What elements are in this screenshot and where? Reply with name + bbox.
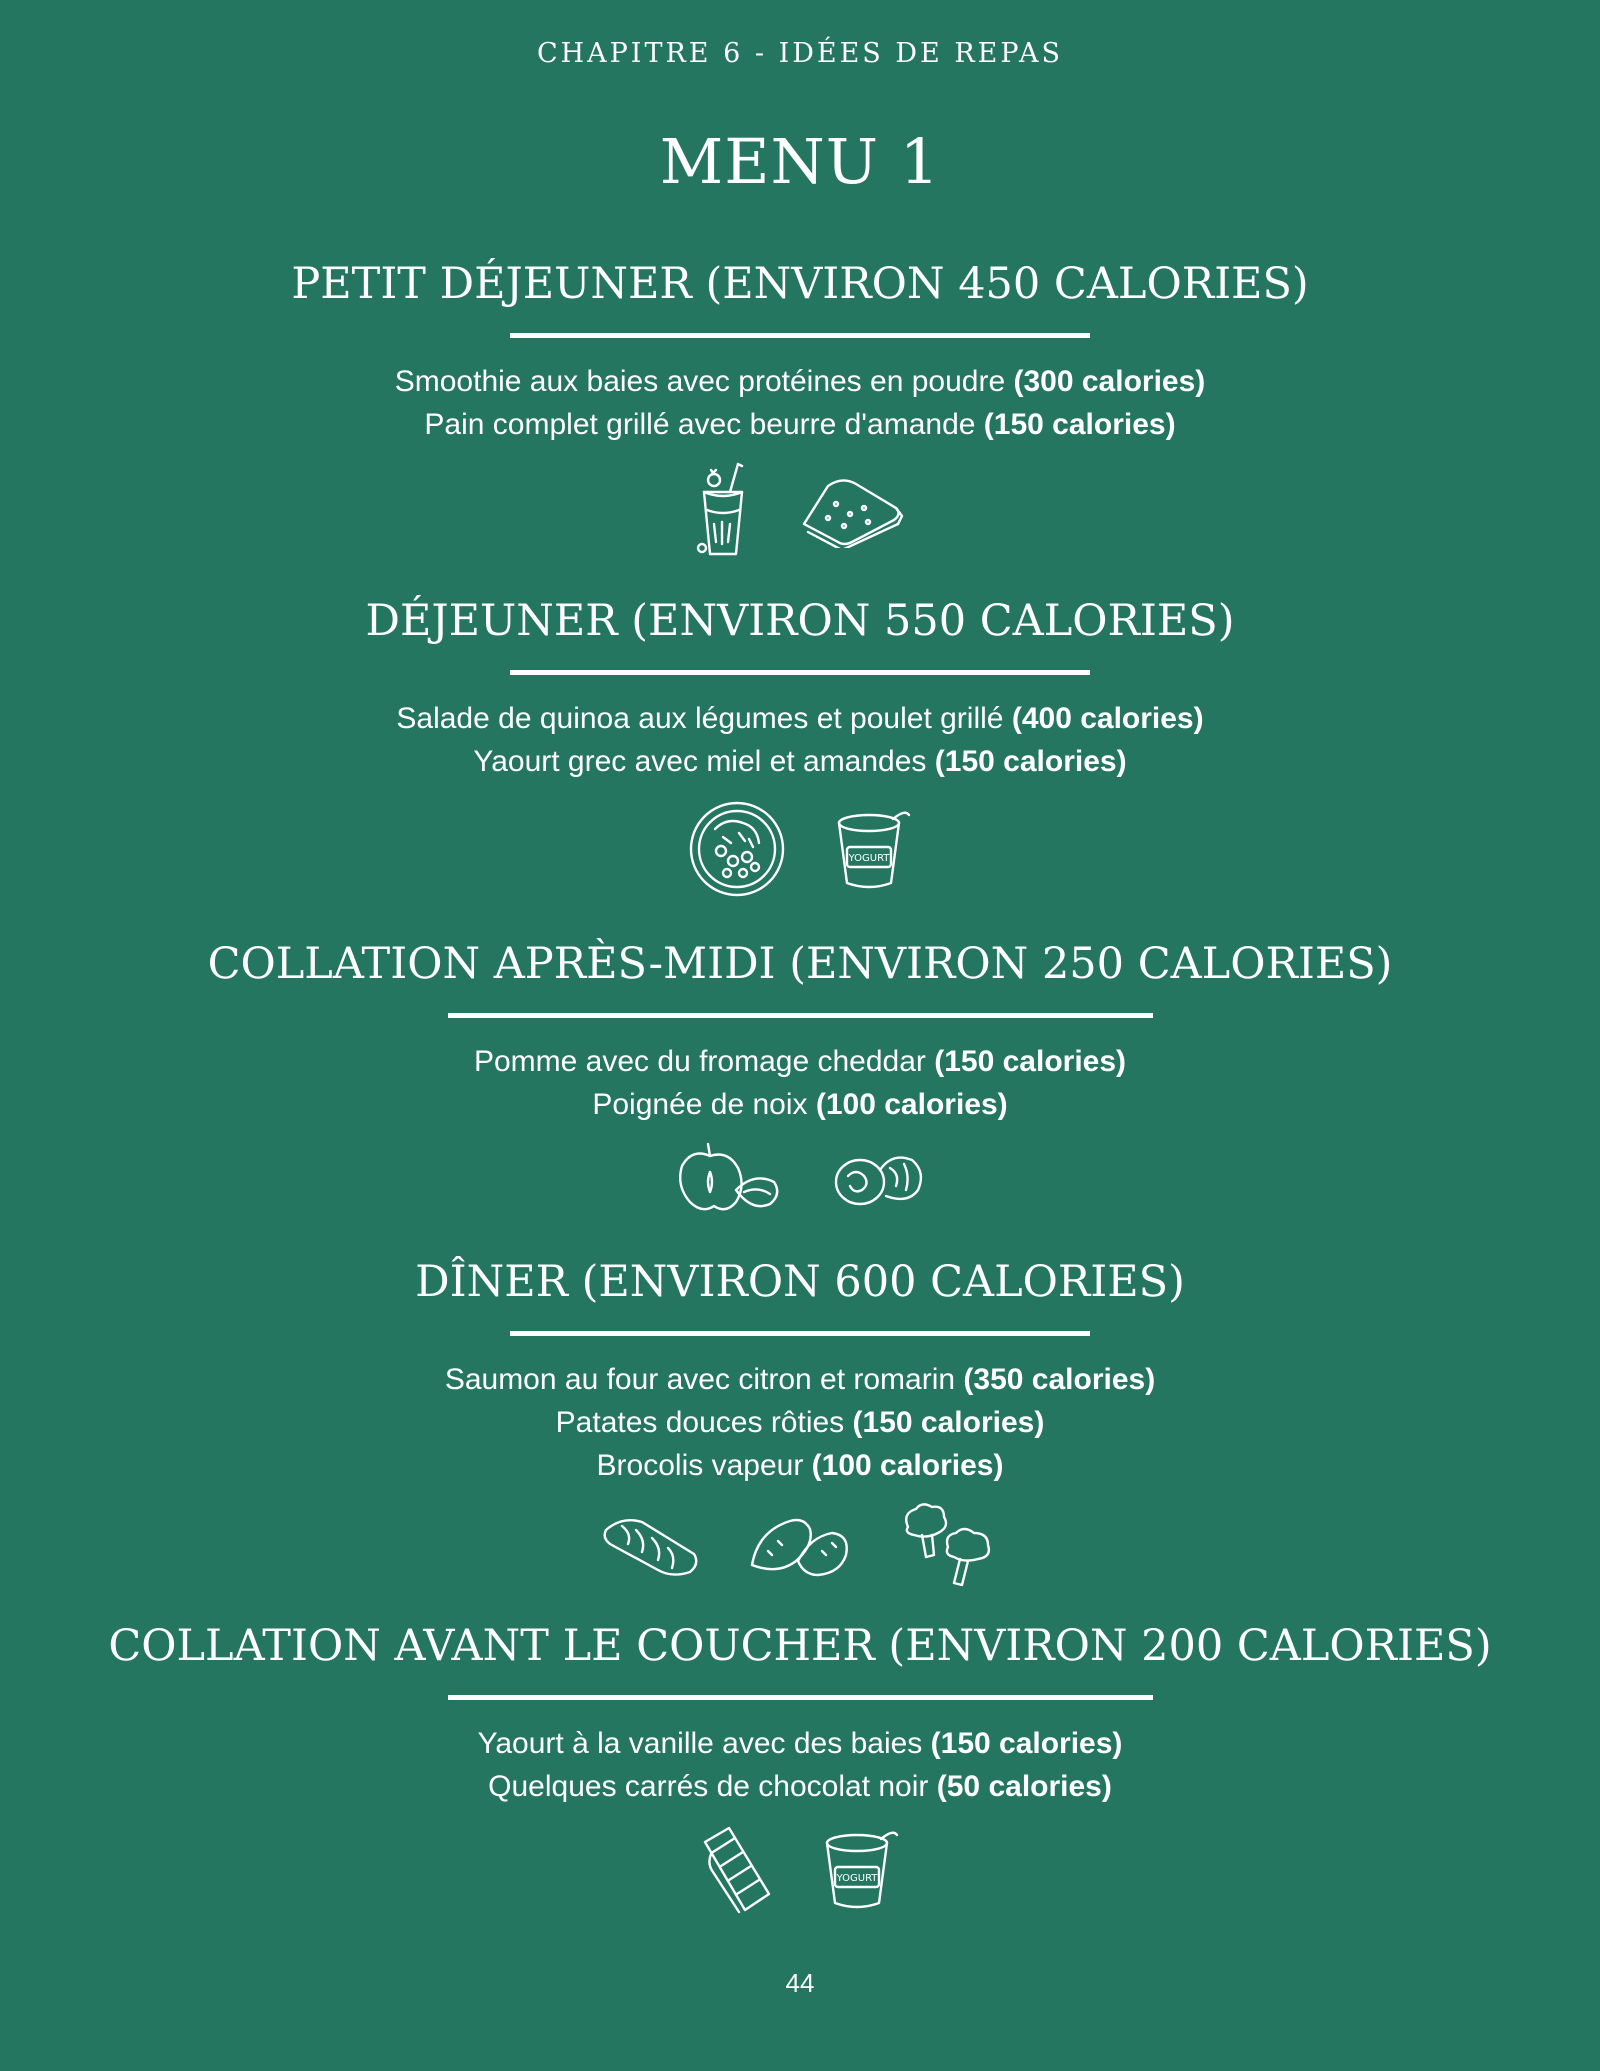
page-number: 44: [785, 1968, 815, 1998]
item-calories: (100 calories): [811, 1449, 1004, 1482]
section-afternoon-snack: [0, 938, 1600, 1214]
item-name: Yaourt grec avec miel et amandes: [473, 745, 927, 778]
chocolate-bar-icon: [699, 1824, 775, 1914]
item-calories: (150 calories): [934, 745, 1127, 778]
item-name: Saumon au four avec citron et romarin: [444, 1363, 956, 1396]
item-calories: (50 calories): [936, 1770, 1112, 1803]
item-name: Poignée de noix: [592, 1088, 808, 1121]
item-calories: (300 calories): [1013, 365, 1206, 398]
item-name: Yaourt à la vanille avec des baies: [477, 1727, 923, 1760]
item-calories: (150 calories): [930, 1727, 1123, 1760]
item-name: Salade de quinoa aux légumes et poulet grillé: [396, 702, 1004, 735]
smoothie-glass-icon: [692, 462, 752, 558]
menu-item: [0, 1040, 1600, 1083]
item-name: Brocolis vapeur: [596, 1449, 804, 1482]
sweet-potato-icon: [748, 1511, 852, 1579]
menu-item: [0, 1358, 1600, 1401]
section-lunch: [0, 595, 1600, 899]
item-name: Pomme avec du fromage cheddar: [473, 1045, 926, 1078]
section-divider: [510, 333, 1090, 338]
section-title: DÉJEUNER (ENVIRON 550 CALORIES): [365, 596, 1235, 646]
walnut-icon: [830, 1146, 926, 1210]
yogurt-label: YOGURT: [836, 1873, 878, 1884]
section-breakfast: [0, 258, 1600, 558]
menu-item: [0, 697, 1600, 740]
section-divider: [510, 670, 1090, 675]
broccoli-icon: [898, 1503, 998, 1587]
item-calories: (400 calories): [1011, 702, 1204, 735]
yogurt-cup-icon: [833, 807, 913, 891]
item-calories: (150 calories): [934, 1045, 1127, 1078]
item-name: Pain complet grillé avec beurre d'amande: [424, 408, 976, 441]
menu-item: [0, 1765, 1600, 1808]
item-name: Smoothie aux baies avec protéines en poudre: [394, 365, 1006, 398]
toast-slices-icon: [798, 472, 908, 548]
item-name: Quelques carrés de chocolat noir: [488, 1770, 929, 1803]
section-divider: [448, 1013, 1153, 1018]
page-title: MENU 1: [659, 125, 941, 198]
item-calories: (150 calories): [983, 408, 1176, 441]
item-calories: (100 calories): [815, 1088, 1008, 1121]
yogurt-cup-icon: [821, 1827, 901, 1911]
item-calories: (150 calories): [852, 1406, 1045, 1439]
item-calories: (350 calories): [963, 1363, 1156, 1396]
item-name: Patates douces rôties: [555, 1406, 845, 1439]
salmon-fillet-icon: [602, 1510, 702, 1580]
yogurt-label: YOGURT: [848, 853, 890, 864]
section-title: COLLATION AVANT LE COUCHER (ENVIRON 200 CALORIES): [108, 1621, 1492, 1671]
section-divider: [448, 1695, 1153, 1700]
menu-item: [0, 1083, 1600, 1126]
menu-item: [0, 360, 1600, 403]
menu-item: [0, 1722, 1600, 1765]
section-title: COLLATION APRÈS-MIDI (ENVIRON 250 CALORIES): [207, 939, 1393, 989]
menu-item: [0, 1444, 1600, 1487]
section-dinner: [0, 1256, 1600, 1587]
menu-item: [0, 403, 1600, 446]
section-divider: [510, 1331, 1090, 1336]
salad-bowl-icon: [687, 799, 787, 899]
section-bedtime-snack: [0, 1620, 1600, 1914]
chapter-header: CHAPITRE 6 - IDÉES DE REPAS: [536, 38, 1064, 69]
menu-item: [0, 740, 1600, 783]
section-title: DÎNER (ENVIRON 600 CALORIES): [415, 1257, 1185, 1307]
menu-item: [0, 1401, 1600, 1444]
section-title: PETIT DÉJEUNER (ENVIRON 450 CALORIES): [291, 259, 1309, 309]
apple-icon: [674, 1142, 784, 1214]
